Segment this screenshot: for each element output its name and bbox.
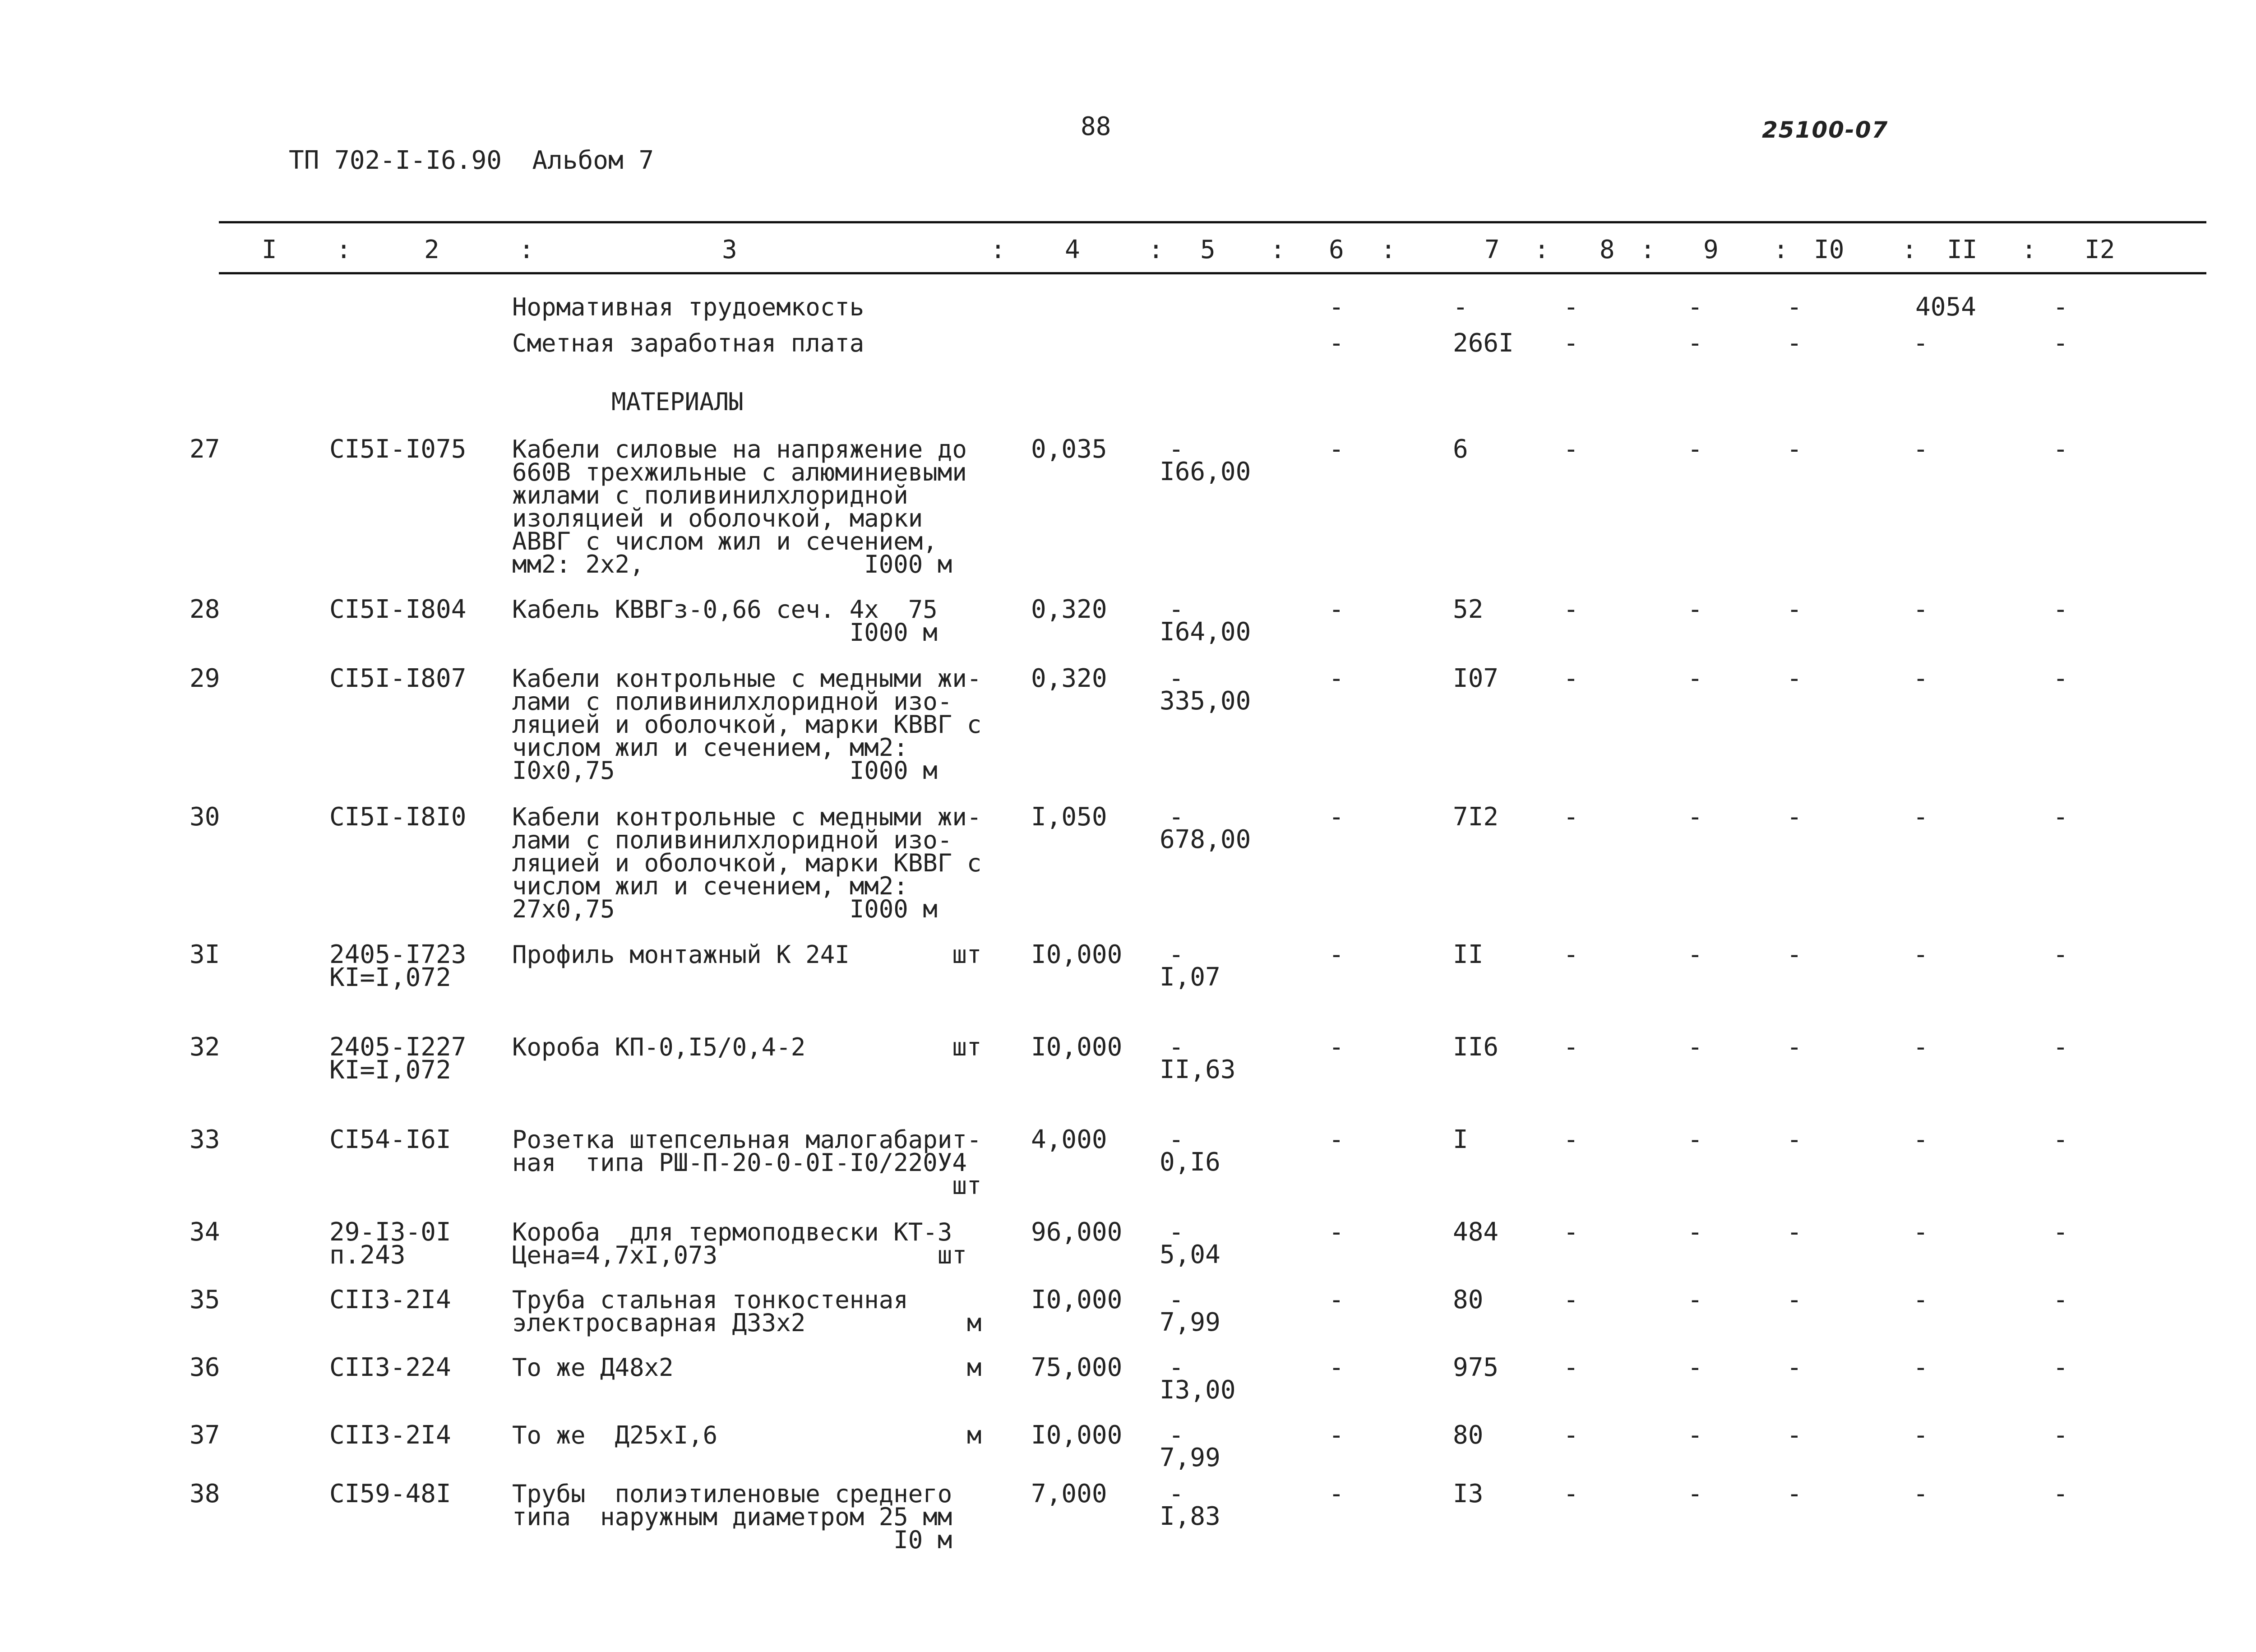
cell-quantity: 0,320	[1031, 595, 1107, 624]
empty-dash: -	[1687, 292, 1703, 322]
empty-dash: -	[1913, 1032, 1928, 1062]
empty-dash: -	[1913, 435, 1928, 464]
empty-dash: -	[1787, 1479, 1802, 1509]
empty-dash: -	[1329, 1032, 1344, 1062]
cell-unit-price: 7,99	[1160, 1308, 1220, 1337]
price-dash: -	[1169, 435, 1184, 464]
empty-dash: -	[1563, 1479, 1579, 1509]
column-header-cell: 9	[1703, 235, 1719, 264]
summary-label: Сметная заработная плата	[512, 329, 864, 357]
item-description: I0х0,75 I000 м	[512, 756, 938, 785]
item-description: ляцией и оболочкой, марки КВВГ с	[512, 849, 982, 877]
cell-quantity: I0,000	[1031, 1421, 1123, 1450]
item-code: п.243	[329, 1240, 406, 1270]
cell-unit-price: I3,00	[1160, 1375, 1236, 1405]
empty-dash: -	[1913, 1479, 1928, 1509]
empty-dash: -	[1329, 1479, 1344, 1509]
item-description: Розетка штепсельная малогабарит-	[512, 1125, 982, 1154]
row-number: 34	[190, 1217, 220, 1247]
cell-unit-price: 5,04	[1160, 1240, 1220, 1269]
empty-dash: -	[2053, 1421, 2068, 1450]
empty-dash: -	[1687, 595, 1703, 624]
cell-c7: 80	[1453, 1285, 1484, 1314]
column-separator: :	[1902, 235, 1917, 264]
empty-dash: -	[1329, 292, 1344, 322]
item-description: I000 м	[512, 618, 938, 647]
empty-dash: -	[1329, 940, 1344, 969]
column-separator: :	[1640, 235, 1655, 264]
column-header-cell: 8	[1600, 235, 1615, 264]
column-header-cell: 3	[722, 235, 737, 264]
column-header-cell: I	[262, 235, 277, 264]
row-number: 29	[190, 664, 220, 693]
item-code: CII3-2I4	[329, 1421, 451, 1450]
empty-dash: -	[1787, 1217, 1802, 1247]
empty-dash: -	[2053, 1479, 2068, 1509]
cell-quantity: 96,000	[1031, 1217, 1123, 1247]
empty-dash: -	[1329, 802, 1344, 832]
empty-dash: -	[1687, 329, 1703, 358]
price-dash: -	[1169, 1421, 1184, 1450]
empty-dash: -	[1687, 664, 1703, 693]
empty-dash: -	[1913, 1217, 1928, 1247]
empty-dash: -	[1913, 1421, 1928, 1450]
empty-dash: -	[1787, 664, 1802, 693]
cell-unit-price: I64,00	[1160, 617, 1251, 647]
empty-dash: -	[1787, 1353, 1802, 1382]
item-description: Кабель КВВГз-0,66 сеч. 4х 75	[512, 595, 938, 624]
cell-c7: 484	[1453, 1217, 1499, 1247]
empty-dash: -	[1787, 1125, 1802, 1154]
item-description: типа наружным диаметром 25 мм	[512, 1503, 952, 1531]
empty-dash: -	[1563, 940, 1579, 969]
item-description: лами с поливинилхлоридной изо-	[512, 826, 952, 854]
empty-dash: -	[2053, 1032, 2068, 1062]
cell-quantity: 0,035	[1031, 435, 1107, 464]
section-title: МАТЕРИАЛЫ	[611, 388, 744, 416]
column-header-cell: 5	[1200, 235, 1216, 264]
item-description: Короба КП-0,I5/0,4-2 шт	[512, 1033, 982, 1061]
cell-unit-price: I,07	[1160, 963, 1220, 992]
column-separator: :	[990, 235, 1006, 264]
empty-dash: -	[1787, 1032, 1802, 1062]
empty-dash: -	[1687, 435, 1703, 464]
column-header-cell: I0	[1814, 235, 1845, 264]
empty-dash: -	[1329, 595, 1344, 624]
cell-quantity: 7,000	[1031, 1479, 1107, 1509]
column-separator: :	[1148, 235, 1164, 264]
empty-dash: -	[1563, 1421, 1579, 1450]
empty-dash: -	[1453, 292, 1468, 322]
empty-dash: -	[1787, 940, 1802, 969]
cell-c7: II6	[1453, 1032, 1499, 1062]
item-description: шт	[512, 1171, 982, 1200]
empty-dash: -	[1329, 1285, 1344, 1314]
row-number: 37	[190, 1421, 220, 1450]
empty-dash: -	[2053, 435, 2068, 464]
cell-quantity: 75,000	[1031, 1353, 1123, 1382]
item-description: Цена=4,7хI,073 шт	[512, 1241, 967, 1269]
price-dash: -	[1169, 1032, 1184, 1062]
header-bottom-rule	[219, 272, 2206, 274]
item-description: ляцией и оболочкой, марки КВВГ с	[512, 710, 982, 739]
cell-unit-price: 0,I6	[1160, 1148, 1220, 1177]
empty-dash: -	[1787, 435, 1802, 464]
cell-c7: II	[1453, 940, 1484, 969]
empty-dash: -	[1787, 292, 1802, 322]
price-dash: -	[1169, 1125, 1184, 1154]
empty-dash: -	[1687, 1421, 1703, 1450]
cell-c7: 6	[1453, 435, 1468, 464]
item-code: 2405-I723	[329, 940, 467, 969]
empty-dash: -	[2053, 1285, 2068, 1314]
column-separator: :	[336, 235, 351, 264]
cell-c7: I3	[1453, 1479, 1484, 1509]
cell-c7: 266I	[1453, 329, 1514, 358]
item-description: I0 м	[512, 1526, 952, 1554]
price-dash: -	[1169, 1353, 1184, 1382]
row-number: 28	[190, 595, 220, 624]
empty-dash: -	[1913, 1125, 1928, 1154]
item-description: Кабели силовые на напряжение до	[512, 435, 967, 463]
cell-c7: 975	[1453, 1353, 1499, 1382]
empty-dash: -	[1563, 1353, 1579, 1382]
column-separator: :	[1773, 235, 1789, 264]
item-description: мм2: 2х2, I000 м	[512, 550, 952, 578]
item-code: CII3-2I4	[329, 1285, 451, 1314]
empty-dash: -	[1687, 940, 1703, 969]
empty-dash: -	[1787, 1285, 1802, 1314]
price-dash: -	[1169, 802, 1184, 832]
item-description: 660В трехжильные с алюминиевыми	[512, 458, 967, 486]
column-header-cell: II	[1947, 235, 1978, 264]
item-code: CI5I-I807	[329, 664, 467, 693]
empty-dash: -	[1329, 435, 1344, 464]
empty-dash: -	[1913, 1285, 1928, 1314]
item-description: числом жил и сечением, мм2:	[512, 872, 908, 900]
cell-quantity: 0,320	[1031, 664, 1107, 693]
price-dash: -	[1169, 1479, 1184, 1509]
column-header-cell: 4	[1065, 235, 1080, 264]
column-header-cell: 2	[424, 235, 439, 264]
price-dash: -	[1169, 595, 1184, 624]
item-description: 27х0,75 I000 м	[512, 895, 938, 923]
row-number: 36	[190, 1353, 220, 1382]
empty-dash: -	[1687, 802, 1703, 832]
cell-c7: 80	[1453, 1421, 1484, 1450]
item-code: CI59-48I	[329, 1479, 451, 1509]
column-separator: :	[1534, 235, 1549, 264]
price-dash: -	[1169, 664, 1184, 693]
empty-dash: -	[2053, 1125, 2068, 1154]
empty-dash: -	[1563, 802, 1579, 832]
empty-dash: -	[1913, 1353, 1928, 1382]
item-description: Короба для термоподвески КТ-3	[512, 1218, 952, 1246]
empty-dash: -	[1913, 664, 1928, 693]
price-dash: -	[1169, 940, 1184, 969]
empty-dash: -	[1687, 1032, 1703, 1062]
empty-dash: -	[1329, 329, 1344, 358]
cell-c7: I	[1453, 1125, 1468, 1154]
item-description: жилами с поливинилхлоридной	[512, 481, 908, 509]
item-description: электросварная Д33х2 м	[512, 1309, 982, 1337]
empty-dash: -	[1563, 595, 1579, 624]
empty-dash: -	[1329, 1125, 1344, 1154]
empty-dash: -	[2053, 595, 2068, 624]
column-header-cell: 6	[1329, 235, 1344, 264]
row-number: 3I	[190, 940, 220, 969]
cell-quantity: 4,000	[1031, 1125, 1107, 1154]
empty-dash: -	[1563, 1032, 1579, 1062]
empty-dash: -	[1563, 435, 1579, 464]
empty-dash: -	[1787, 802, 1802, 832]
item-description: ная типа РШ-П-20-0-0I-I0/220У4	[512, 1148, 967, 1177]
column-separator: :	[1270, 235, 1285, 264]
item-code: КI=I,072	[329, 963, 451, 992]
empty-dash: -	[1563, 292, 1579, 322]
empty-dash: -	[1329, 664, 1344, 693]
empty-dash: -	[2053, 329, 2068, 358]
empty-dash: -	[1787, 329, 1802, 358]
empty-dash: -	[1329, 1421, 1344, 1450]
item-description: Труба стальная тонкостенная	[512, 1286, 908, 1314]
column-header-cell: 7	[1484, 235, 1500, 264]
row-number: 27	[190, 435, 220, 464]
empty-dash: -	[1787, 595, 1802, 624]
empty-dash: -	[2053, 802, 2068, 832]
empty-dash: -	[1687, 1479, 1703, 1509]
empty-dash: -	[2053, 940, 2068, 969]
item-description: То же Д25хI,6 м	[512, 1421, 982, 1449]
item-description: Трубы полиэтиленовые среднего	[512, 1480, 952, 1508]
row-number: 30	[190, 802, 220, 832]
empty-dash: -	[2053, 1353, 2068, 1382]
empty-dash: -	[1329, 1217, 1344, 1247]
empty-dash: -	[1687, 1125, 1703, 1154]
cell-quantity: I0,000	[1031, 1285, 1123, 1314]
column-header-cell: I2	[2085, 235, 2115, 264]
cell-unit-price: I,83	[1160, 1502, 1220, 1531]
item-description: То же Д48х2 м	[512, 1353, 982, 1382]
empty-dash: -	[1913, 940, 1928, 969]
item-code: CII3-224	[329, 1353, 451, 1382]
page-number: 88	[1081, 112, 1111, 141]
item-description: Кабели контрольные с медными жи-	[512, 664, 982, 693]
item-description: АВВГ с числом жил и сечением,	[512, 527, 938, 555]
cell-unit-price: 7,99	[1160, 1443, 1220, 1472]
empty-dash: -	[1913, 329, 1928, 358]
cell-c7: I07	[1453, 664, 1499, 693]
item-code: CI5I-I8I0	[329, 802, 467, 832]
summary-label: Нормативная трудоемкость	[512, 293, 864, 321]
cell-quantity: I0,000	[1031, 940, 1123, 969]
empty-dash: -	[1787, 1421, 1802, 1450]
item-code: CI5I-I075	[329, 435, 467, 464]
item-description: Кабели контрольные с медными жи-	[512, 803, 982, 831]
header-top-rule	[219, 221, 2206, 223]
price-dash: -	[1169, 1217, 1184, 1247]
cell-c7: 52	[1453, 595, 1484, 624]
empty-dash: -	[2053, 292, 2068, 322]
item-code: 2405-I227	[329, 1032, 467, 1062]
empty-dash: -	[2053, 664, 2068, 693]
item-description: числом жил и сечением, мм2:	[512, 733, 908, 762]
item-code: 29-I3-0I	[329, 1217, 451, 1247]
empty-dash: -	[1563, 329, 1579, 358]
item-description: Профиль монтажный К 24I шт	[512, 940, 982, 969]
archive-stamp: 25100-07	[1762, 117, 1889, 143]
item-description: изоляцией и оболочкой, марки	[512, 504, 923, 532]
column-separator: :	[1381, 235, 1396, 264]
price-dash: -	[1169, 1285, 1184, 1314]
empty-dash: -	[1563, 1217, 1579, 1247]
row-number: 38	[190, 1479, 220, 1509]
empty-dash: -	[1687, 1285, 1703, 1314]
empty-dash: -	[1913, 802, 1928, 832]
empty-dash: -	[1563, 1125, 1579, 1154]
cell-unit-price: II,63	[1160, 1055, 1236, 1084]
empty-dash: -	[1687, 1217, 1703, 1247]
item-description: лами с поливинилхлоридной изо-	[512, 687, 952, 716]
row-number: 33	[190, 1125, 220, 1154]
empty-dash: -	[1687, 1353, 1703, 1382]
empty-dash: -	[1329, 1353, 1344, 1382]
cell-c7: 7I2	[1453, 802, 1499, 832]
cell-unit-price: 678,00	[1160, 825, 1251, 854]
empty-dash: -	[2053, 1217, 2068, 1247]
item-code: CI54-I6I	[329, 1125, 451, 1154]
empty-dash: -	[1563, 1285, 1579, 1314]
cell-quantity: I,050	[1031, 802, 1107, 832]
cell-unit-price: I66,00	[1160, 457, 1251, 486]
item-code: КI=I,072	[329, 1055, 451, 1085]
cell-quantity: I0,000	[1031, 1032, 1123, 1062]
column-separator: :	[519, 235, 534, 264]
row-number: 32	[190, 1032, 220, 1062]
row-number: 35	[190, 1285, 220, 1314]
item-code: CI5I-I804	[329, 595, 467, 624]
empty-dash: -	[1563, 664, 1579, 693]
empty-dash: -	[1913, 595, 1928, 624]
column-separator: :	[2021, 235, 2037, 264]
document-code: ТП 702-I-I6.90 Альбом 7	[289, 146, 654, 175]
cell-c11: 4054	[1915, 292, 1976, 322]
cell-unit-price: 335,00	[1160, 686, 1251, 716]
